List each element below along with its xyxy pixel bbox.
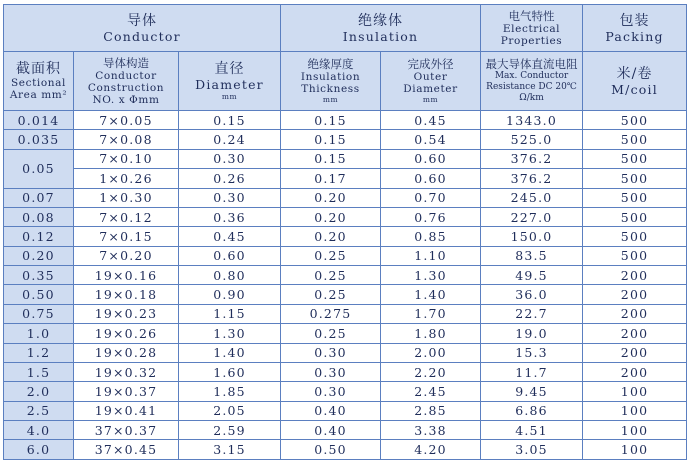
diameter-column-header: 直径 Diameter mm [179, 52, 281, 111]
coil-column-header: 米/卷 M/coil [583, 52, 687, 111]
thickness-cell: 0.20 [281, 207, 381, 226]
area-cell: 4.0 [4, 421, 74, 440]
thickness-cell: 0.20 [281, 227, 381, 246]
resistance-cell: 4.51 [481, 421, 583, 440]
diameter-cell: 2.59 [179, 421, 281, 440]
table-row [4, 440, 687, 460]
resistance-cell: 22.7 [481, 304, 583, 323]
resistance-cell: 49.5 [481, 266, 583, 285]
diameter-cell: 2.05 [179, 401, 281, 420]
insulation-group-header: 绝缘体 Insulation [281, 5, 481, 52]
area-cell: 2.0 [4, 382, 74, 401]
packing-group-header: 包装 Packing [583, 5, 687, 52]
coil-cell: 200 [583, 304, 687, 323]
outer-cell: 0.45 [381, 111, 481, 130]
construction-cell: 37×0.45 [74, 440, 179, 460]
diameter-cell: 0.60 [179, 246, 281, 265]
outer-diameter-column-header: 完成外径 Outer Diameter mm [381, 52, 481, 111]
coil-cell: 200 [583, 285, 687, 304]
outer-cell: 1.40 [381, 285, 481, 304]
construction-cell: 19×0.18 [74, 285, 179, 304]
diameter-cell: 1.40 [179, 343, 281, 362]
thickness-cell: 0.15 [281, 111, 381, 130]
thickness-column-header: 绝缘厚度 Insulation Thickness mm [281, 52, 381, 111]
construction-column-header: 导体构造 Conductor Construction NO. x Φmm [74, 52, 179, 111]
table-row [4, 130, 687, 149]
area-cell: 0.08 [4, 207, 74, 226]
thickness-cell: 0.40 [281, 401, 381, 420]
thickness-cell: 0.50 [281, 440, 381, 460]
thickness-cell: 0.15 [281, 130, 381, 149]
resistance-cell: 19.0 [481, 324, 583, 343]
resistance-cell: 376.2 [481, 169, 583, 188]
construction-cell: 7×0.10 [74, 149, 179, 168]
area-cell: 1.2 [4, 343, 74, 362]
coil-cell: 500 [583, 207, 687, 226]
table-row [4, 169, 687, 188]
thickness-cell: 0.15 [281, 149, 381, 168]
outer-cell: 2.00 [381, 343, 481, 362]
wire-spec-table [3, 4, 687, 460]
diameter-cell: 0.80 [179, 266, 281, 285]
area-cell: 0.12 [4, 227, 74, 246]
area-cell: 0.07 [4, 188, 74, 207]
coil-cell: 100 [583, 421, 687, 440]
coil-cell: 500 [583, 246, 687, 265]
resistance-cell: 3.05 [481, 440, 583, 460]
table-row [4, 382, 687, 401]
table-row [4, 207, 687, 226]
construction-cell: 19×0.26 [74, 324, 179, 343]
construction-cell: 1×0.26 [74, 169, 179, 188]
table-row [4, 324, 687, 343]
thickness-cell: 0.275 [281, 304, 381, 323]
construction-cell: 19×0.16 [74, 266, 179, 285]
resistance-cell: 15.3 [481, 343, 583, 362]
diameter-cell: 1.85 [179, 382, 281, 401]
coil-cell: 500 [583, 188, 687, 207]
thickness-cell: 0.25 [281, 285, 381, 304]
outer-cell: 2.20 [381, 362, 481, 381]
table-row [4, 304, 687, 323]
outer-cell: 0.60 [381, 169, 481, 188]
table-row [4, 401, 687, 420]
outer-cell: 4.20 [381, 440, 481, 460]
table-row [4, 111, 687, 130]
thickness-cell: 0.30 [281, 343, 381, 362]
table-row [4, 362, 687, 381]
resistance-cell: 525.0 [481, 130, 583, 149]
area-cell: 1.0 [4, 324, 74, 343]
resistance-column-header: 最大导体直流电阻 Max. Conductor Resistance DC 20℃ Ω/km [481, 52, 583, 111]
construction-cell: 19×0.23 [74, 304, 179, 323]
resistance-cell: 11.7 [481, 362, 583, 381]
coil-cell: 500 [583, 111, 687, 130]
diameter-cell: 0.30 [179, 188, 281, 207]
thickness-cell: 0.40 [281, 421, 381, 440]
outer-cell: 0.85 [381, 227, 481, 246]
area-cell: 0.35 [4, 266, 74, 285]
table-row [4, 188, 687, 207]
coil-cell: 100 [583, 382, 687, 401]
area-cell: 0.014 [4, 111, 74, 130]
resistance-cell: 9.45 [481, 382, 583, 401]
construction-cell: 19×0.32 [74, 362, 179, 381]
coil-cell: 500 [583, 130, 687, 149]
resistance-cell: 36.0 [481, 285, 583, 304]
construction-cell: 19×0.28 [74, 343, 179, 362]
construction-cell: 37×0.37 [74, 421, 179, 440]
thickness-cell: 0.30 [281, 382, 381, 401]
outer-cell: 0.70 [381, 188, 481, 207]
thickness-cell: 0.20 [281, 188, 381, 207]
area-cell: 0.05 [4, 149, 74, 188]
resistance-cell: 1343.0 [481, 111, 583, 130]
table-row [4, 421, 687, 440]
table-row [4, 285, 687, 304]
table-row [4, 246, 687, 265]
thickness-cell: 0.25 [281, 246, 381, 265]
coil-cell: 200 [583, 324, 687, 343]
diameter-cell: 0.30 [179, 149, 281, 168]
coil-cell: 500 [583, 169, 687, 188]
area-cell: 0.50 [4, 285, 74, 304]
coil-cell: 100 [583, 401, 687, 420]
construction-cell: 7×0.08 [74, 130, 179, 149]
construction-cell: 19×0.37 [74, 382, 179, 401]
thickness-cell: 0.30 [281, 362, 381, 381]
construction-cell: 7×0.20 [74, 246, 179, 265]
diameter-cell: 1.30 [179, 324, 281, 343]
outer-cell: 0.76 [381, 207, 481, 226]
table-row [4, 149, 687, 168]
coil-cell: 200 [583, 266, 687, 285]
diameter-cell: 1.60 [179, 362, 281, 381]
coil-cell: 100 [583, 440, 687, 460]
outer-cell: 1.70 [381, 304, 481, 323]
spec-table-body [4, 111, 687, 460]
thickness-cell: 0.25 [281, 324, 381, 343]
outer-cell: 0.60 [381, 149, 481, 168]
area-cell: 2.5 [4, 401, 74, 420]
diameter-cell: 0.36 [179, 207, 281, 226]
area-cell: 0.20 [4, 246, 74, 265]
diameter-cell: 0.15 [179, 111, 281, 130]
area-cell: 0.75 [4, 304, 74, 323]
outer-cell: 3.38 [381, 421, 481, 440]
outer-cell: 1.10 [381, 246, 481, 265]
table-row [4, 343, 687, 362]
diameter-cell: 3.15 [179, 440, 281, 460]
conductor-group-header: 导体 Conductor [4, 5, 281, 52]
area-cell: 0.035 [4, 130, 74, 149]
resistance-cell: 150.0 [481, 227, 583, 246]
area-column-header: 截面积 Sectional Area mm² [4, 52, 74, 111]
thickness-cell: 0.25 [281, 266, 381, 285]
construction-cell: 19×0.41 [74, 401, 179, 420]
diameter-cell: 0.24 [179, 130, 281, 149]
outer-cell: 1.30 [381, 266, 481, 285]
resistance-cell: 227.0 [481, 207, 583, 226]
electrical-group-header: 电气特性 Electrical Properties [481, 5, 583, 52]
construction-cell: 1×0.30 [74, 188, 179, 207]
area-cell: 6.0 [4, 440, 74, 460]
coil-cell: 200 [583, 343, 687, 362]
table-row [4, 266, 687, 285]
outer-cell: 0.54 [381, 130, 481, 149]
coil-cell: 200 [583, 362, 687, 381]
coil-cell: 500 [583, 149, 687, 168]
diameter-cell: 0.90 [179, 285, 281, 304]
diameter-cell: 0.45 [179, 227, 281, 246]
resistance-cell: 376.2 [481, 149, 583, 168]
outer-cell: 2.85 [381, 401, 481, 420]
diameter-cell: 0.26 [179, 169, 281, 188]
construction-cell: 7×0.05 [74, 111, 179, 130]
construction-cell: 7×0.12 [74, 207, 179, 226]
thickness-cell: 0.17 [281, 169, 381, 188]
construction-cell: 7×0.15 [74, 227, 179, 246]
outer-cell: 1.80 [381, 324, 481, 343]
table-row [4, 227, 687, 246]
resistance-cell: 83.5 [481, 246, 583, 265]
coil-cell: 500 [583, 227, 687, 246]
area-cell: 1.5 [4, 362, 74, 381]
diameter-cell: 1.15 [179, 304, 281, 323]
resistance-cell: 245.0 [481, 188, 583, 207]
outer-cell: 2.45 [381, 382, 481, 401]
resistance-cell: 6.86 [481, 401, 583, 420]
